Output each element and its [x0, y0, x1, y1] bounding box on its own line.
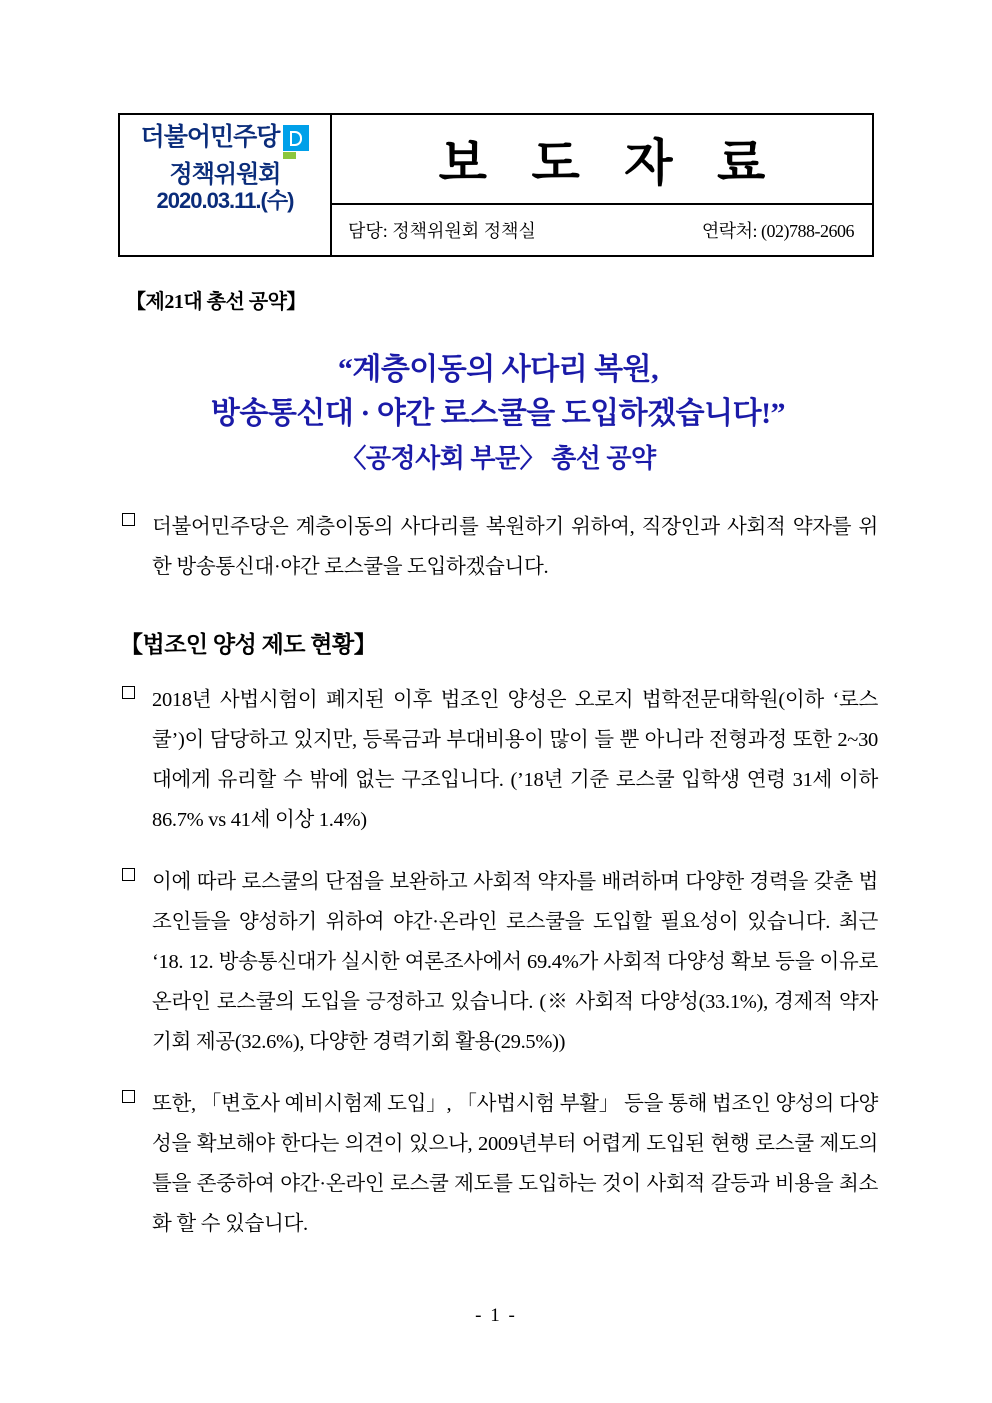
header-right	[332, 115, 872, 255]
page-number: - 1 -	[475, 1305, 517, 1326]
bullet-paragraph	[118, 863, 878, 1063]
bullet-paragraph-text: 또한, 「변호사 예비시험제 도입」, 「사법시험 부활」 등을 통해 법조인 양성의 다양성을 확보해야 한다는 의견이 있으나, 2009년부터 어렵게 도입된 현행 로스쿨 제도의 틀을 존중하여 야간·온라인 로스쿨 제도를 도입하는 것이 사회적 갈등과 비용을 최소화 할 수 있습니다.	[152, 1092, 878, 1235]
checkbox-bullet-icon	[122, 686, 135, 699]
doc-type-title: 보 도 자 료	[438, 135, 782, 191]
party-name-label: 더불어민주당	[140, 123, 280, 151]
header-logo-cell	[120, 115, 332, 255]
committee-label: 정책위원회	[169, 161, 281, 188]
checkbox-bullet-icon	[122, 1090, 135, 1103]
party-symbol-icon	[283, 125, 309, 159]
checkbox-bullet-icon	[122, 513, 135, 526]
document-body	[118, 285, 878, 1245]
header-info-cell	[332, 205, 872, 255]
party-logo	[141, 125, 310, 159]
title-line-2: 방송통신대 · 야간 로스쿨을 도입하겠습니다!”	[210, 396, 786, 430]
lead-paragraph-text: 더불어민주당은 계층이동의 사다리를 복원하기 위하여, 직장인과 사회적 약자를 위한 방송통신대·야간 로스쿨을 도입하겠습니다.	[152, 516, 878, 578]
lead-paragraph	[118, 508, 878, 588]
main-title-block	[118, 348, 878, 478]
contact-label: 연락처: (02)788-2606	[701, 221, 854, 241]
release-date-label: 2020.03.11.(수)	[156, 188, 294, 214]
bullet-paragraph	[118, 681, 878, 841]
press-release-header	[118, 113, 874, 257]
charge-label: 담당: 정책위원회 정책실	[348, 221, 536, 241]
title-line-3: 〈공정사회 부문〉 총선 공약	[340, 444, 656, 473]
bullet-paragraph-text: 이에 따라 로스쿨의 단점을 보완하고 사회적 약자를 배려하며 다양한 경력을 갖춘 법조인들을 양성하기 위하여 야간·온라인 로스쿨을 도입할 필요성이 있습니다. 최근 ‘18. 12. 방송통신대가 실시한 여론조사에서 69.4%가 사회적 다양성 확보 등을 이유로 온라인 로스쿨의 도입을 긍정하고 있습니다. (※ 사회적 다양성(33.1%), 경제적 약자 기회 제공(32.6%), 다양한 경력기회 활용(29.5%))	[152, 870, 878, 1053]
checkbox-bullet-icon	[122, 868, 135, 881]
category-heading: 【제21대 총선 공약】	[126, 291, 306, 313]
doc-type-title-cell	[332, 115, 872, 205]
bullet-paragraph	[118, 1085, 878, 1245]
bullet-paragraph-text: 2018년 사법시험이 폐지된 이후 법조인 양성은 오로지 법학전문대학원(이하 ‘로스쿨’)이 담당하고 있지만, 등록금과 부대비용이 많이 들 뿐 아니라 전형과정 또한 2~30대에게 유리할 수 밖에 없는 구조입니다. (’18년 기준 로스쿨 입학생 연령 31세 이하 86.7% vs 41세 이상 1.4%)	[152, 688, 878, 831]
section-heading: 【법조인 양성 제도 현황】	[120, 631, 377, 657]
title-line-1: “계층이동의 사다리 복원,	[337, 353, 659, 386]
